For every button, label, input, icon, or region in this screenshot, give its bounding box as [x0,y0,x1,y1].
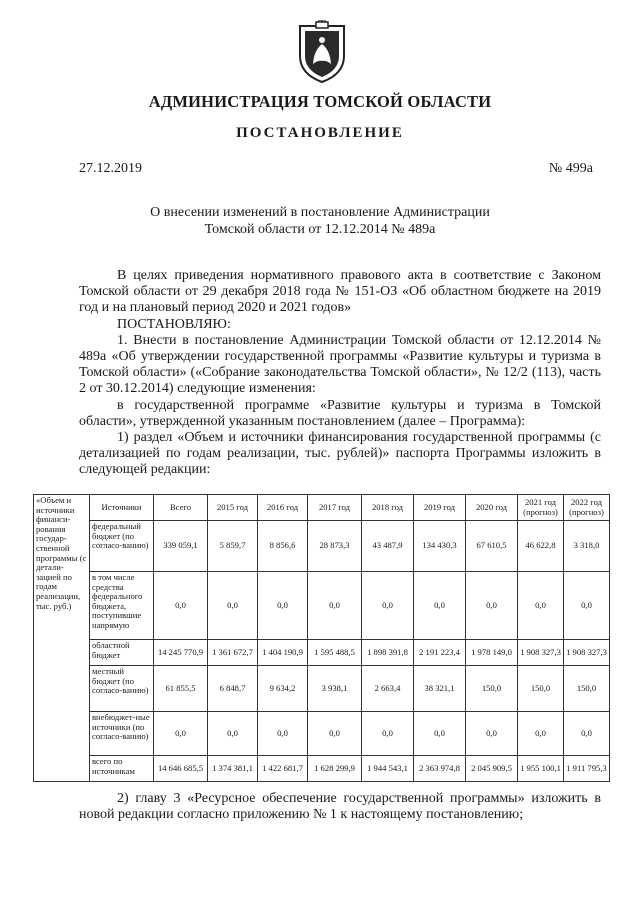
value-cell: 46 622,8 [518,521,564,572]
value-cell: 0,0 [258,712,308,756]
column-header: 2016 год [258,495,308,521]
value-cell: 0,0 [208,712,258,756]
value-cell: 1 908 327,3 [564,640,610,666]
column-header: Источники [90,495,154,521]
body-paragraph-program: в государственной программе «Развитие культуры и туризма в Томской области», утвержденной указанным постановлением (далее – Программа): [79,397,601,429]
financing-table [33,494,610,782]
value-cell: 1 908 327,3 [518,640,564,666]
value-cell: 0,0 [564,572,610,640]
value-cell: 6 848,7 [208,666,258,712]
value-cell: 43 487,9 [362,521,414,572]
column-header: 2019 год [414,495,466,521]
value-cell: 0,0 [518,712,564,756]
value-cell: 1 978 149,0 [466,640,518,666]
subject-line-2: Томской области от 12.12.2014 № 489а [204,222,436,237]
column-header: Всего [154,495,208,521]
value-cell: 67 610,5 [466,521,518,572]
value-cell: 1 404 190,9 [258,640,308,666]
value-cell: 0,0 [362,572,414,640]
source-cell: местный бюджет (по согласо-ванию) [90,666,154,712]
column-header: 2021 год (прогноз) [518,495,564,521]
document-type: ПОСТАНОВЛЕНИЕ [236,125,404,141]
value-cell: 2 191 223,4 [414,640,466,666]
value-cell: 1 628 299,9 [308,756,362,782]
value-cell: 150,0 [518,666,564,712]
value-cell: 1 955 100,1 [518,756,564,782]
table-row [34,712,610,756]
value-cell: 0,0 [466,712,518,756]
value-cell: 0,0 [258,572,308,640]
source-cell: внебюджет-ные источники (по согласо-ванию) [90,712,154,756]
value-cell: 2 663,4 [362,666,414,712]
value-cell: 1 944 543,1 [362,756,414,782]
value-cell: 0,0 [414,712,466,756]
row-header-cell: «Объем и источники финанси-рования государ-ственной программы (с детали-зацией по годам реализации, тыс. руб.) [34,495,90,782]
value-cell: 0,0 [154,572,208,640]
document-date: 27.12.2019 [79,161,142,176]
document-body [79,268,601,479]
value-cell: 0,0 [308,712,362,756]
column-header: 2018 год [362,495,414,521]
document-subject [0,204,640,238]
table-row [34,572,610,640]
value-cell: 1 898 391,8 [362,640,414,666]
value-cell: 1 374 381,1 [208,756,258,782]
table-row-total [34,756,610,782]
value-cell: 0,0 [308,572,362,640]
value-cell: 1 361 672,7 [208,640,258,666]
value-cell: 5 859,7 [208,521,258,572]
value-cell: 3 938,1 [308,666,362,712]
value-cell: 14 245 770,9 [154,640,208,666]
table-row [34,640,610,666]
body-paragraph-resolve: ПОСТАНОВЛЯЮ: [117,316,231,332]
value-cell: 2 363 974,8 [414,756,466,782]
body-paragraph-item-2: 2) главу 3 «Ресурсное обеспечение государственной программы» изложить в новой редакции согласно приложению № 1 к настоящему постановлению; [79,791,601,823]
body-paragraph-item-1: 1. Внести в постановление Администрации Томской области от 12.12.2014 № 489а «Об утверждении государственной программы «Развитие культуры и туризма в Томской области» («Собрание законодательства Томской области», № 12/2 (113), часть 2 от 30.12.2014) следующие изменения: [79,332,601,397]
value-cell: 134 430,3 [414,521,466,572]
value-cell: 0,0 [518,572,564,640]
subject-line-1: О внесении изменений в постановление Администрации [150,205,490,220]
value-cell: 28 873,3 [308,521,362,572]
value-cell: 0,0 [154,712,208,756]
source-cell: федеральный бюджет (по согласо-ванию) [90,521,154,572]
table-row [34,666,610,712]
document-body-continued [79,791,601,823]
value-cell: 150,0 [564,666,610,712]
column-header: 2015 год [208,495,258,521]
value-cell: 339 059,1 [154,521,208,572]
value-cell: 150,0 [466,666,518,712]
value-cell: 0,0 [208,572,258,640]
table-row [34,521,610,572]
value-cell: 38 321,1 [414,666,466,712]
value-cell: 1 911 795,3 [564,756,610,782]
value-cell: 0,0 [564,712,610,756]
value-cell: 1 595 488,5 [308,640,362,666]
column-header: 2020 год [466,495,518,521]
document-number: № 499а [548,161,593,176]
value-cell: 2 045 909,5 [466,756,518,782]
value-cell: 0,0 [362,712,414,756]
value-cell: 0,0 [414,572,466,640]
value-cell: 8 856,6 [258,521,308,572]
source-cell: всего по источникам [90,756,154,782]
source-cell: областной бюджет [90,640,154,666]
body-paragraph-section: 1) раздел «Объем и источники финансирования государственной программы (с детализацией по годам реализации, тыс. рублей)» паспорта Программы изложить в следующей редакции: [79,430,601,478]
value-cell: 61 855,5 [154,666,208,712]
source-cell: в том числе средства федерального бюджета, поступившие напрямую [90,572,154,640]
column-header: 2022 год (прогноз) [564,495,610,521]
value-cell: 14 646 685,5 [154,756,208,782]
table-header-row [34,495,610,521]
value-cell: 3 318,0 [564,521,610,572]
coat-of-arms-icon [296,20,348,84]
org-name: АДМИНИСТРАЦИЯ ТОМСКОЙ ОБЛАСТИ [148,92,492,111]
value-cell: 9 634,2 [258,666,308,712]
value-cell: 0,0 [466,572,518,640]
column-header: 2017 год [308,495,362,521]
body-paragraph-preamble: В целях приведения нормативного правового акта в соответствие с Законом Томской области от 29 декабря 2018 года № 151-ОЗ «Об областном бюджете на 2019 год и на плановый период 2020 и 2021 годов» [79,268,601,316]
value-cell: 1 422 681,7 [258,756,308,782]
